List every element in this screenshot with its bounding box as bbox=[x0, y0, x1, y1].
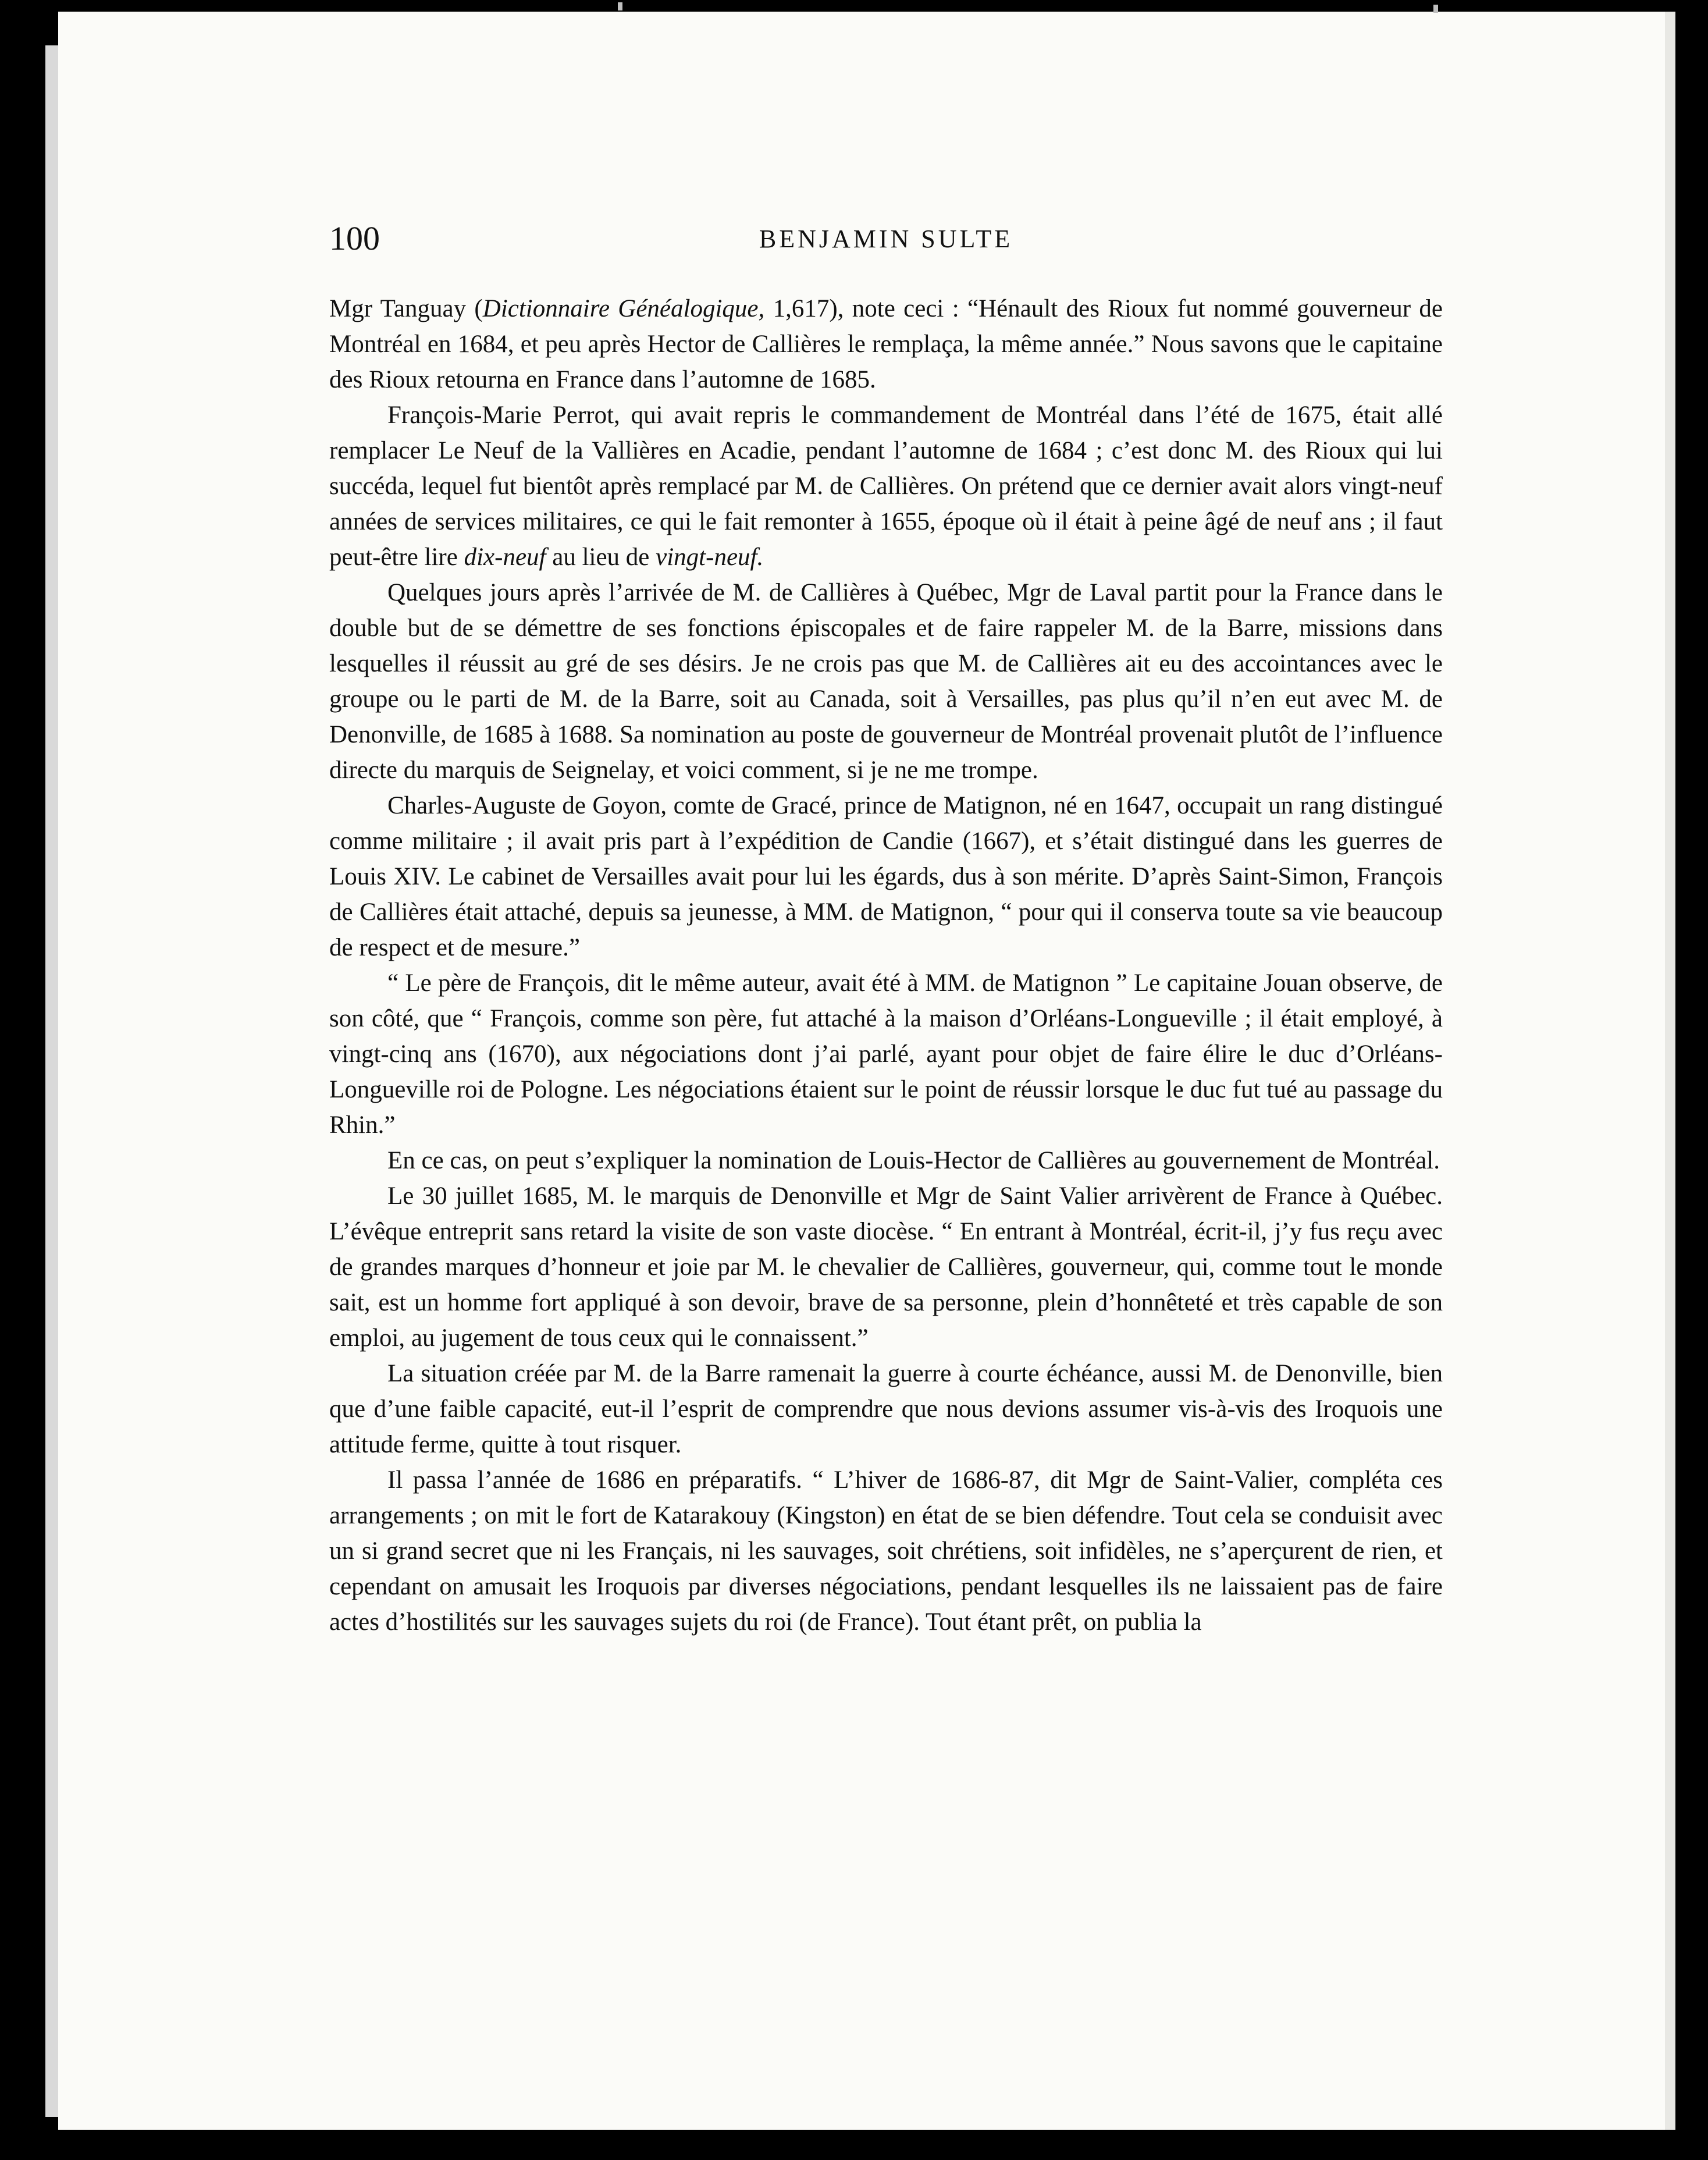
text-run: 1,617), note ceci : “Hénault des Rioux fut nommé gouverneur de Montréal en 1684, et peu après Hector de Callières le remplaça, la même année.” Nous savons que le capitaine des Rioux retourna en France dans l’automne de 1685. bbox=[329, 295, 1443, 393]
text-run: La situation créée par M. de la Barre ramenait la guerre à courte échéance, aussi M. de Denonville, bien que d’une faible capacité, eut-il l’esprit de comprendre que nous devions assumer vis-à-vis des Iroquois une attitude ferme, quitte à tout risquer. bbox=[329, 1360, 1443, 1458]
page-right-edge bbox=[1665, 12, 1675, 2130]
italic-text: dix-neuf bbox=[464, 543, 546, 571]
paragraph bbox=[329, 575, 1443, 788]
paragraph bbox=[329, 788, 1443, 965]
text-run: Le 30 juillet 1685, M. le marquis de Denonville et Mgr de Saint Valier arrivèrent de France à Québec. L’évêque entreprit sans retard la visite de son vaste diocèse. “ En entrant à Montréal, écrit-il, j’y fus reçu avec de grandes marques d’honneur et joie par M. le chevalier de Callières, gouverneur, qui, comme tout le monde sait, est un homme fort appliqué à son devoir, brave de sa personne, plein d’honnêteté et très capable de son emploi, au jugement de tous ceux qui le connaissent.” bbox=[329, 1182, 1443, 1352]
page-number: 100 bbox=[329, 219, 380, 257]
running-head: BENJAMIN SULTE bbox=[759, 225, 1013, 253]
page-header bbox=[329, 215, 1443, 262]
paragraph bbox=[329, 291, 1443, 397]
text-run: au lieu de bbox=[546, 543, 656, 571]
paragraph bbox=[329, 1462, 1443, 1640]
paragraph bbox=[329, 397, 1443, 575]
scan-speck bbox=[618, 2, 622, 10]
body-text bbox=[329, 291, 1443, 1640]
italic-text: Dictionnaire Généalogique, bbox=[482, 295, 765, 322]
text-run: Mgr Tanguay ( bbox=[329, 295, 483, 322]
paragraph bbox=[329, 1143, 1443, 1178]
paragraph bbox=[329, 1356, 1443, 1462]
text-run: François-Marie Perrot, qui avait repris le commandement de Montréal dans l’été de 1675, était allé remplacer Le Neuf de la Vallières en Acadie, pendant l’automne de 1684 ; c’est donc M. des Rioux qui lui succéda, lequel fut bientôt après remplacé par M. de Callières. On prétend que ce dernier avait alors vingt-neuf années de services militaires, ce qui le fait remonter à 1655, époque où il était à peine âgé de neuf ans ; il faut peut-être lire bbox=[329, 402, 1443, 571]
scan-speck bbox=[1433, 5, 1438, 13]
text-run: Quelques jours après l’arrivée de M. de Callières à Québec, Mgr de Laval partit pour la France dans le double but de se démettre de ses fonctions épiscopales et de faire rappeler M. de la Barre, missions dans lesquelles il réussit au gré de ses désirs. Je ne crois pas que M. de Callières ait eu des accointances avec le groupe ou le parti de M. de la Barre, soit au Canada, soit à Versailles, pas plus qu’il n’en eut avec M. de Denonville, de 1685 à 1688. Sa nomination au poste de gouverneur de Montréal provenait plutôt de l’influence directe du marquis de Seignelay, et voici comment, si je ne me trompe. bbox=[329, 579, 1443, 784]
text-run: En ce cas, on peut s’expliquer la nomination de Louis-Hector de Callières au gouvernement de Montréal. bbox=[387, 1147, 1440, 1174]
text-run: Charles-Auguste de Goyon, comte de Gracé, prince de Matignon, né en 1647, occupait un rang distingué comme militaire ; il avait pris part à l’expédition de Candie (1667), et s’était distingué dans les guerres de Louis XIV. Le cabinet de Versailles avait pour lui les égards, dus à son mérite. D’après Saint-Simon, François de Callières était attaché, depuis sa jeunesse, à MM. de Matignon, “ pour qui il conserva toute sa vie beaucoup de respect et de mesure.” bbox=[329, 792, 1443, 961]
text-run: Il passa l’année de 1686 en préparatifs. “ L’hiver de 1686-87, dit Mgr de Saint-Valier, compléta ces arrangements ; on mit le fort de Katarakouy (Kingston) en état de se bien défendre. Tout cela se conduisit avec un si grand secret que ni les Français, ni les sauvages, soit chrétiens, soit infidèles, ne s’aperçurent de rien, et cependant on amusait les Iroquois par diverses négociations, pendant lesquelles ils ne laissaient pas de faire actes d’hostilités sur les sauvages sujets du roi (de France). Tout étant prêt, on publia la bbox=[329, 1466, 1443, 1636]
italic-text: vingt-neuf. bbox=[656, 543, 764, 571]
text-run: “ Le père de François, dit le même auteur, avait été à MM. de Matignon ” Le capitaine Jouan observe, de son côté, que “ François, comme son père, fut attaché à la maison d’Orléans-Longueville ; il était employé, à vingt-cinq ans (1670), aux négociations dont j’ai parlé, ayant pour objet de faire élire le duc d’Orléans-Longueville roi de Pologne. Les négociations étaient sur le point de réussir lorsque le duc fut tué au passage du Rhin.” bbox=[329, 969, 1443, 1139]
paragraph bbox=[329, 965, 1443, 1143]
paragraph bbox=[329, 1178, 1443, 1356]
